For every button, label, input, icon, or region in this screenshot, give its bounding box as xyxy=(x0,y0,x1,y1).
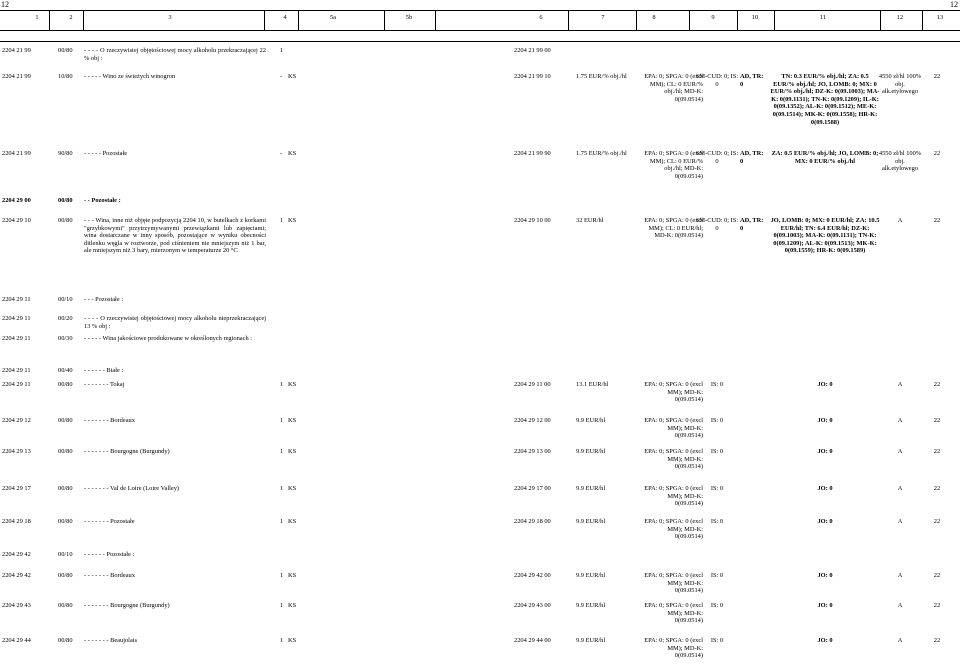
column-7: 1.75 EUR/% obj./hl xyxy=(576,150,627,157)
column-8: EPA: 0; SPGA: 0 (excl MM); MD-K: 0(09.0514) xyxy=(644,572,703,595)
column-7: 9.9 EUR/hl xyxy=(576,448,606,455)
column-8: EPA: 0; SPGA: 0 (excl MM); MD-K: 0(09.0514) xyxy=(644,518,703,541)
column-5a: KS xyxy=(288,73,297,80)
cn-code: 2204 29 18 xyxy=(2,518,31,525)
header-column-divider xyxy=(568,10,569,30)
description: - - - - - - - Pozostałe xyxy=(84,518,135,525)
cn-code: 2204 29 11 xyxy=(2,381,31,388)
column-6: 2204 29 42 00 xyxy=(514,572,551,579)
header-column-divider xyxy=(922,10,923,30)
column-6: 2204 29 12 00 xyxy=(514,417,551,424)
column-header: 9 xyxy=(711,14,715,21)
cn-code: 2204 29 10 xyxy=(2,217,31,224)
column-13: 22 xyxy=(933,150,941,157)
column-11: TN: 0.3 EUR/% obj./hl; ZA: 0.5 EUR/% obj./hl; JO, LOMB: 0; MX: 0 EUR/% obj./hl; DZ-K: 0(09.1003); MA-K: 0(09.1131); TN-K: 0(09.1209); IL-K: 0(09.1352); AL-K: 0(09.1512); ME-K: 0(09.1514); MK-K: 0(09.1558); HR-K: 0(09.1588) xyxy=(770,73,880,126)
cn-code: 2204 29 11 xyxy=(2,296,31,303)
column-4: 1 xyxy=(280,217,284,224)
taric-code: 00/80 xyxy=(58,417,73,424)
header-column-divider xyxy=(49,10,50,30)
taric-code: 10/80 xyxy=(58,73,73,80)
taric-code: 00/80 xyxy=(58,518,73,525)
cn-code: 2204 21 99 xyxy=(2,73,31,80)
column-5a: KS xyxy=(288,217,297,224)
column-header: 4 xyxy=(283,14,287,21)
column-9: IS: 0 xyxy=(710,381,724,388)
column-9: IS: 0 xyxy=(710,637,724,644)
column-5a: KS xyxy=(288,572,297,579)
description: - - - - - - - Bourgogne (Burgundy) xyxy=(84,602,170,609)
column-header: 2 xyxy=(69,14,73,21)
column-11: ZA: 0.5 EUR/% obj./hl; JO, LOMB: 0; MX: 0 EUR/% obj./hl xyxy=(771,150,879,165)
header-column-divider xyxy=(689,10,690,30)
description: - - - Wina, inne niż objęte podpozycją 2204 10, w butelkach z korkami "grzybkowymi" przytrzymywanymi przewiązkami lub zapięciami; wina dostarczane w inny sposób, pozostające w wyniku obecności ditlenku węgla w roztworze, pod ciśnieniem nie mniejszym niż 1 bar, ale mniejszym niż 3 bary, mierzonym w temperaturze 20 °C xyxy=(84,217,266,255)
column-6: 2204 29 11 00 xyxy=(514,381,551,388)
column-7: 9.9 EUR/hl xyxy=(576,518,606,525)
column-13: 22 xyxy=(933,381,941,388)
column-12: A xyxy=(897,602,903,609)
column-5a: KS xyxy=(288,518,297,525)
column-8: EPA: 0; SPGA: 0 (excl MM); MD-K: 0(09.0514) xyxy=(644,381,703,404)
description: - - - - - Pozostałe xyxy=(84,150,128,157)
column-9: IS: 0 xyxy=(710,485,724,492)
column-13: 22 xyxy=(933,448,941,455)
cn-code: 2204 29 00 xyxy=(2,197,31,204)
column-header: 5b xyxy=(405,14,413,21)
column-9: SM-CUD: 0; IS: 0 xyxy=(695,150,739,165)
column-9: IS: 0 xyxy=(710,602,724,609)
description: - - - - - - Białe : xyxy=(84,367,124,374)
column-11: JO: 0 xyxy=(817,518,833,525)
taric-code: 00/80 xyxy=(58,197,73,204)
column-11: JO: 0 xyxy=(817,417,833,424)
column-12: 4550 zł/hl 100% obj. alk.etylowego xyxy=(878,150,922,173)
header-column-divider xyxy=(264,10,265,30)
column-12: A xyxy=(897,637,903,644)
column-8: EPA: 0; SPGA: 0 (excl MM); MD-K: 0(09.0514) xyxy=(644,448,703,471)
taric-code: 90/80 xyxy=(58,150,73,157)
taric-code: 00/20 xyxy=(58,315,73,322)
column-4: 1 xyxy=(280,637,284,644)
column-header: 11 xyxy=(819,14,827,21)
column-6: 2204 21 99 90 xyxy=(514,150,551,157)
taric-code: 00/80 xyxy=(58,485,73,492)
taric-code: 00/80 xyxy=(58,217,73,224)
column-11: JO: 0 xyxy=(817,485,833,492)
cn-code: 2204 29 11 xyxy=(2,367,31,374)
column-12: A xyxy=(897,518,903,525)
column-6: 2204 29 43 00 xyxy=(514,602,551,609)
column-4: 1 xyxy=(280,572,284,579)
description: - - - - O rzeczywistej objętościowej mocy alkoholu przekraczającej 22 % obj : xyxy=(84,47,266,62)
table-body-rule xyxy=(0,41,960,42)
column-12: A xyxy=(897,417,903,424)
column-11: JO, LOMB: 0; MX: 0 EUR/hl; ZA: 10.5 EUR/hl; TN: 6.4 EUR/hl; DZ-K: 0(09.1003); MA-K: 0(09.1131); TN-K: 0(09.1209); AL-K: 0(09.1513); MK-K: 0(09.1559); HR-K: 0(09.1589) xyxy=(770,217,880,255)
page-number-right: 12 xyxy=(950,0,958,9)
cn-code: 2204 29 42 xyxy=(2,551,31,558)
column-9: IS: 0 xyxy=(710,417,724,424)
taric-code: 00/40 xyxy=(58,367,73,374)
column-6: 2204 29 18 00 xyxy=(514,518,551,525)
column-header: 13 xyxy=(936,14,944,21)
header-column-divider xyxy=(298,10,299,30)
column-9: IS: 0 xyxy=(710,448,724,455)
page-number-left: 12 xyxy=(1,0,9,9)
column-13: 22 xyxy=(933,637,941,644)
header-top-rule xyxy=(0,10,960,11)
column-9: SM-CUD: 0; IS: 0 xyxy=(695,217,739,232)
column-13: 22 xyxy=(933,572,941,579)
column-4: 1 xyxy=(280,448,284,455)
description: - - - - - Wina jakościowe produkowane w określonych regionach : xyxy=(84,335,253,342)
header-column-divider xyxy=(737,10,738,30)
column-13: 22 xyxy=(933,602,941,609)
column-5a: KS xyxy=(288,150,297,157)
column-4: 1 xyxy=(280,518,284,525)
column-6: 2204 29 13 00 xyxy=(514,448,551,455)
header-column-divider xyxy=(83,10,84,30)
column-header: 10 xyxy=(751,14,759,21)
column-7: 9.9 EUR/hl xyxy=(576,572,606,579)
description: - - - - - - - Tokaj xyxy=(84,381,125,388)
column-10: AD, TR: 0 xyxy=(740,150,764,165)
column-13: 22 xyxy=(933,485,941,492)
column-8: EPA: 0; SPGA: 0 (excl MM); CL: 0 EUR/hl; MD-K: 0(09.0514) xyxy=(644,217,703,240)
column-4: 1 xyxy=(280,381,284,388)
cn-code: 2204 21 99 xyxy=(2,47,31,54)
column-header: 5a xyxy=(329,14,337,21)
cn-code: 2204 29 42 xyxy=(2,572,31,579)
column-5a: KS xyxy=(288,448,297,455)
column-10: AD, TR: 0 xyxy=(740,73,764,88)
description: - - - - - - - Bordeaux xyxy=(84,417,135,424)
column-12: A xyxy=(897,217,903,224)
column-header: 6 xyxy=(539,14,543,21)
taric-code: 00/80 xyxy=(58,602,73,609)
cn-code: 2204 29 43 xyxy=(2,602,31,609)
column-5a: KS xyxy=(288,381,297,388)
column-11: JO: 0 xyxy=(817,381,833,388)
column-8: EPA: 0; SPGA: 0 (excl MM); MD-K: 0(09.0514) xyxy=(644,602,703,625)
column-8: EPA: 0; SPGA: 0 (excl MM); MD-K: 0(09.0514) xyxy=(644,637,703,660)
description: - - - Pozostałe : xyxy=(84,296,124,303)
taric-code: 00/30 xyxy=(58,335,73,342)
column-7: 9.9 EUR/hl xyxy=(576,417,606,424)
column-4: - xyxy=(280,150,283,157)
column-5a: KS xyxy=(288,602,297,609)
column-13: 22 xyxy=(933,518,941,525)
column-13: 22 xyxy=(933,417,941,424)
cn-code: 2204 21 99 xyxy=(2,150,31,157)
header-column-divider xyxy=(774,10,775,30)
header-column-divider xyxy=(384,10,385,30)
column-6: 2204 29 44 00 xyxy=(514,637,551,644)
description: - - - - - Wino ze świeżych winogron xyxy=(84,73,176,80)
column-8: EPA: 0; SPGA: 0 (excl MM); MD-K: 0(09.0514) xyxy=(644,417,703,440)
column-4: 1 xyxy=(280,602,284,609)
column-7: 32 EUR/hl xyxy=(576,217,604,224)
description: - - - - - - - Beaujolais xyxy=(84,637,138,644)
description: - - - - - - - Val de Loire (Loire Valley) xyxy=(84,485,180,492)
column-header: 7 xyxy=(601,14,605,21)
taric-code: 00/80 xyxy=(58,637,73,644)
taric-code: 00/80 xyxy=(58,572,73,579)
column-9: IS: 0 xyxy=(710,518,724,525)
cn-code: 2204 29 11 xyxy=(2,335,31,342)
column-5a: KS xyxy=(288,637,297,644)
taric-code: 00/80 xyxy=(58,448,73,455)
header-column-divider xyxy=(435,10,436,30)
column-7: 9.9 EUR/hl xyxy=(576,602,606,609)
column-13: 22 xyxy=(933,217,941,224)
column-7: 13.1 EUR/hl xyxy=(576,381,609,388)
column-7: 9.9 EUR/hl xyxy=(576,637,606,644)
column-11: JO: 0 xyxy=(817,572,833,579)
column-9: IS: 0 xyxy=(710,572,724,579)
column-10: AD, TR: 0 xyxy=(740,217,764,232)
column-header: 3 xyxy=(168,14,172,21)
description: - - - - - - Pozostałe : xyxy=(84,551,135,558)
taric-code: 00/10 xyxy=(58,551,73,558)
taric-code: 00/10 xyxy=(58,296,73,303)
column-header: 12 xyxy=(896,14,904,21)
column-5a: KS xyxy=(288,417,297,424)
column-12: A xyxy=(897,485,903,492)
header-column-divider xyxy=(636,10,637,30)
column-12: A xyxy=(897,572,903,579)
cn-code: 2204 29 13 xyxy=(2,448,31,455)
column-7: 9.9 EUR/hl xyxy=(576,485,606,492)
column-6: 2204 21 99 00 xyxy=(514,47,551,54)
column-6: 2204 29 10 00 xyxy=(514,217,551,224)
taric-code: 00/80 xyxy=(58,47,73,54)
column-9: SM-CUD: 0; IS: 0 xyxy=(695,73,739,88)
description: - - - - - - - Bourgogne (Burgundy) xyxy=(84,448,170,455)
description: - - Pozostałe : xyxy=(84,197,121,204)
taric-code: 00/80 xyxy=(58,381,73,388)
column-header: 8 xyxy=(652,14,656,21)
header-column-divider xyxy=(880,10,881,30)
column-8: EPA: 0; SPGA: 0 (excl MM); CL: 0 EUR/% obj./hl; MD-K: 0(09.0514) xyxy=(644,73,703,103)
column-4: 1 xyxy=(280,47,284,54)
column-11: JO: 0 xyxy=(817,448,833,455)
column-11: JO: 0 xyxy=(817,602,833,609)
column-13: 22 xyxy=(933,73,941,80)
column-12: A xyxy=(897,448,903,455)
cn-code: 2204 29 12 xyxy=(2,417,31,424)
column-4: - xyxy=(280,73,283,80)
description: - - - - - - - Bordeaux xyxy=(84,572,135,579)
header-bottom-rule xyxy=(0,30,960,31)
column-6: 2204 21 99 10 xyxy=(514,73,551,80)
cn-code: 2204 29 44 xyxy=(2,637,31,644)
column-12: 4550 zł/hl 100% obj. alk.etylowego xyxy=(878,73,922,96)
column-8: EPA: 0; SPGA: 0 (excl MM); MD-K: 0(09.0514) xyxy=(644,485,703,508)
column-5a: KS xyxy=(288,485,297,492)
column-header: 1 xyxy=(35,14,39,21)
column-6: 2204 29 17 00 xyxy=(514,485,551,492)
cn-code: 2204 29 11 xyxy=(2,315,31,322)
column-7: 1.75 EUR/% obj./hl xyxy=(576,73,627,80)
description: - - - - O rzeczywistej objętościowej mocy alkoholu nieprzekraczającej 13 % obj : xyxy=(84,315,266,330)
column-11: JO: 0 xyxy=(817,637,833,644)
column-12: A xyxy=(897,381,903,388)
column-4: 1 xyxy=(280,417,284,424)
column-8: EPA: 0; SPGA: 0 (excl MM); CL: 0 EUR/% obj./hl; MD-K: 0(09.0514) xyxy=(644,150,703,180)
column-4: 1 xyxy=(280,485,284,492)
cn-code: 2204 29 17 xyxy=(2,485,31,492)
